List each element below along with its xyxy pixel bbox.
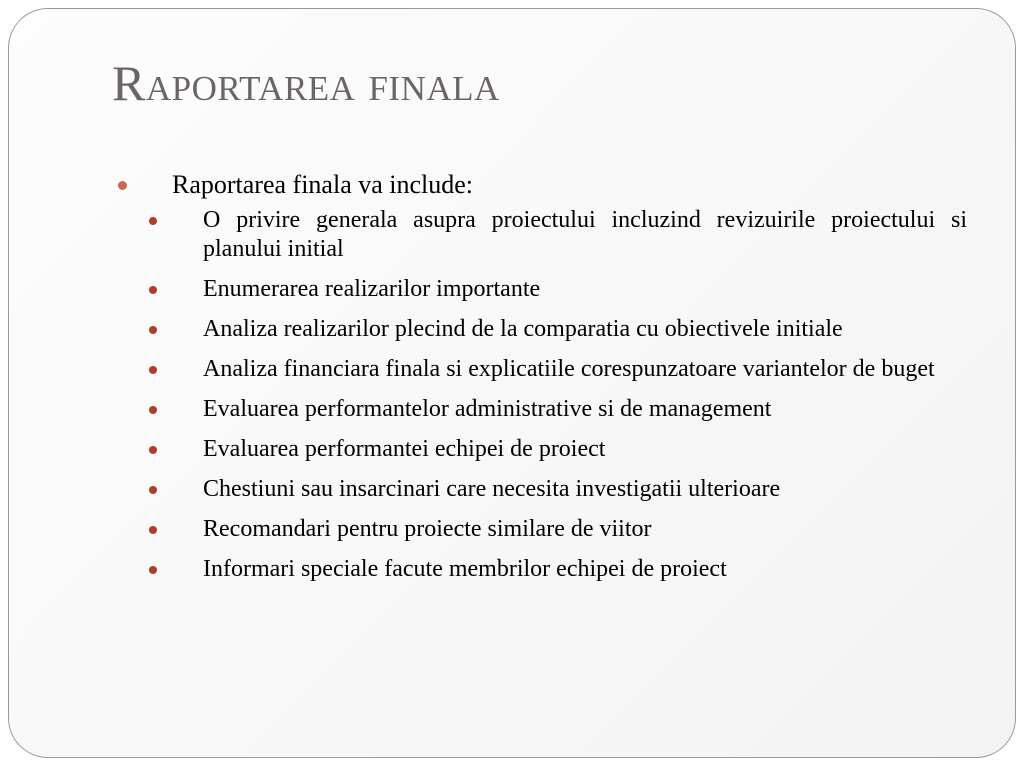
sub-bullet-text: Informari speciale facute membrilor echipei de proiect [203,556,727,582]
sub-bullet-text: Analiza financiara finala si explicatiile corespunzatoare variantelor de buget [203,356,935,382]
sub-bullet-text: Evaluarea performantei echipei de proiect [203,436,606,462]
bullet-dot-icon [118,181,127,190]
sub-bullet-text: O privire generala asupra proiectului incluzind revizuirile proiectului si planului initial [203,207,967,262]
bullet-dot-icon [149,326,157,334]
bullet-dot-icon [149,486,157,494]
sub-bullet-item [112,555,967,584]
sub-bullet-text: Analiza realizarilor plecind de la comparatia cu obiectivele initiale [203,316,843,342]
bullet-dot-icon [149,217,157,225]
bullet-dot-icon [149,406,157,414]
sub-bullet-item [112,315,967,344]
sub-bullet-item [112,515,967,544]
main-bullet-text: Raportarea finala va include: [172,170,474,199]
bullet-dot-icon [149,286,157,294]
sub-bullet-text: Chestiuni sau insarcinari care necesita investigatii ulterioare [203,476,781,502]
sub-bullet-text: Recomandari pentru proiecte similare de viitor [203,516,652,542]
sub-bullet-item [112,275,967,304]
sub-bullet-list [112,206,967,584]
bullet-dot-icon [149,566,157,574]
slide-content [112,168,967,595]
bullet-dot-icon [149,366,157,374]
sub-bullet-item [112,475,967,504]
sub-bullet-item [112,206,967,264]
sub-bullet-item [112,355,967,384]
bullet-dot-icon [149,446,157,454]
sub-bullet-text: Enumerarea realizarilor importante [203,276,541,302]
sub-bullet-text: Evaluarea performantelor administrative si de management [203,396,772,422]
sub-bullet-item [112,435,967,464]
slide-title: Raportarea finala [112,55,500,111]
bullet-dot-icon [149,526,157,534]
sub-bullet-item [112,395,967,424]
main-bullet-item [112,168,967,202]
